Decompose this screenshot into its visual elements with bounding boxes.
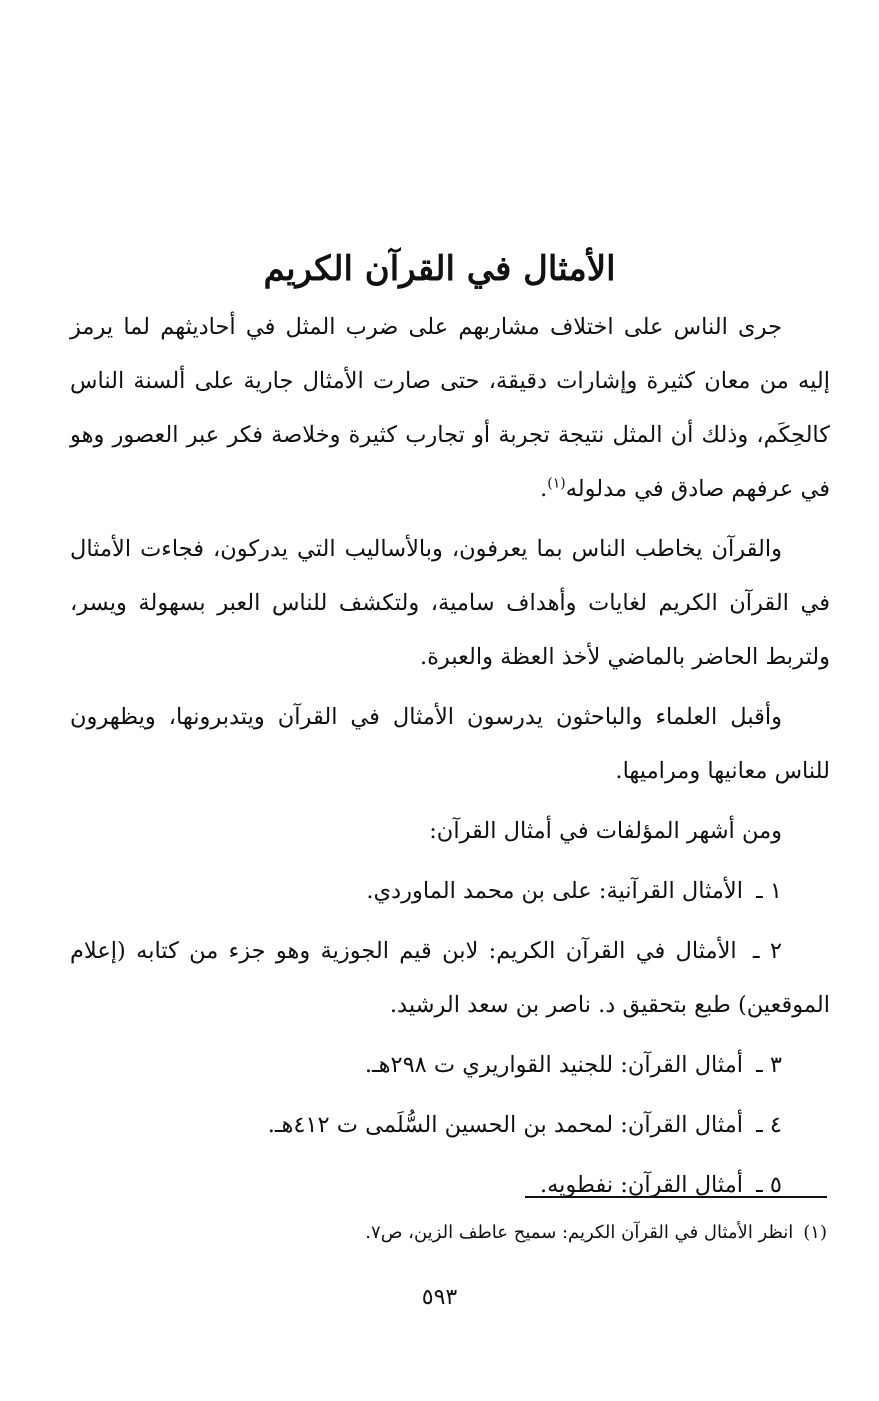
list-item-number: ١ ـ bbox=[756, 878, 782, 904]
list-item bbox=[70, 924, 830, 1032]
paragraph-1 bbox=[70, 300, 830, 516]
list-item bbox=[70, 1158, 830, 1212]
paragraph-1-text: جرى الناس على اختلاف مشاربهم على ضرب المثل في أحاديثهم لما يرمز إليه من معان كثيرة وإشارات دقيقة، حتى صارت الأمثال جارية على ألسنة الناس كالحِكَم، وذلك أن المثل نتيجة تجربة أو تجارب كثيرة وخلاصة فكر عبر العصور وهو في عرفهم صادق في مدلوله bbox=[70, 314, 830, 502]
list-item-number: ٣ ـ bbox=[756, 1052, 782, 1078]
list-item-text: أمثال القرآن: للجنيد القواريري ت ٢٩٨هـ. bbox=[364, 1052, 743, 1078]
list-item-text: الأمثال في القرآن الكريم: لابن قيم الجوزية وهو جزء من كتابه (إعلام الموقعين) طبع بتحقيق د. ناصر بن سعد الرشيد. bbox=[70, 938, 830, 1018]
list-item-number: ٤ ـ bbox=[756, 1112, 782, 1138]
list-item-number: ٥ ـ bbox=[756, 1172, 782, 1198]
paragraph-4: ومن أشهر المؤلفات في أمثال القرآن: bbox=[429, 818, 782, 844]
list-item-text: أمثال القرآن: نفطويه. bbox=[539, 1172, 743, 1198]
page-number: ٥٩٣ bbox=[421, 1285, 458, 1310]
paragraph-1-end: . bbox=[540, 476, 548, 502]
list-item bbox=[70, 864, 830, 918]
paragraph-3: وأقبل العلماء والباحثون يدرسون الأمثال في القرآن ويتدبرونها، ويظهرون للناس معانيها ومراميها. bbox=[70, 704, 830, 784]
list-item bbox=[70, 1098, 830, 1152]
main-text bbox=[70, 300, 830, 1218]
paragraph-2: والقرآن يخاطب الناس بما يعرفون، وبالأساليب التي يدركون، فجاءت الأمثال في القرآن الكريم لغايات وأهداف سامية، ولتكشف للناس العبر بسهولة ويسر، ولتربط الحاضر بالماضي لأخذ العظة والعبرة. bbox=[70, 536, 830, 670]
footnote bbox=[67, 1218, 827, 1248]
footnote-reference[interactable]: (١) bbox=[547, 475, 566, 492]
works-list bbox=[70, 864, 830, 1212]
list-item bbox=[70, 1038, 830, 1092]
list-item-text: أمثال القرآن: لمحمد بن الحسين السُّلَمى ت ٤١٢هـ. bbox=[267, 1112, 743, 1138]
footnote-marker: (١) bbox=[803, 1222, 827, 1243]
footnote-divider bbox=[525, 1196, 827, 1198]
footnote-text: انظر الأمثال في القرآن الكريم: سميح عاطف الزين، ص٧. bbox=[365, 1222, 794, 1243]
list-item-number: ٢ ـ bbox=[753, 938, 783, 964]
list-item-text: الأمثال القرآنية: على بن محمد الماوردي. bbox=[366, 878, 743, 904]
page-title: الأمثال في القرآن الكريم bbox=[263, 248, 616, 289]
